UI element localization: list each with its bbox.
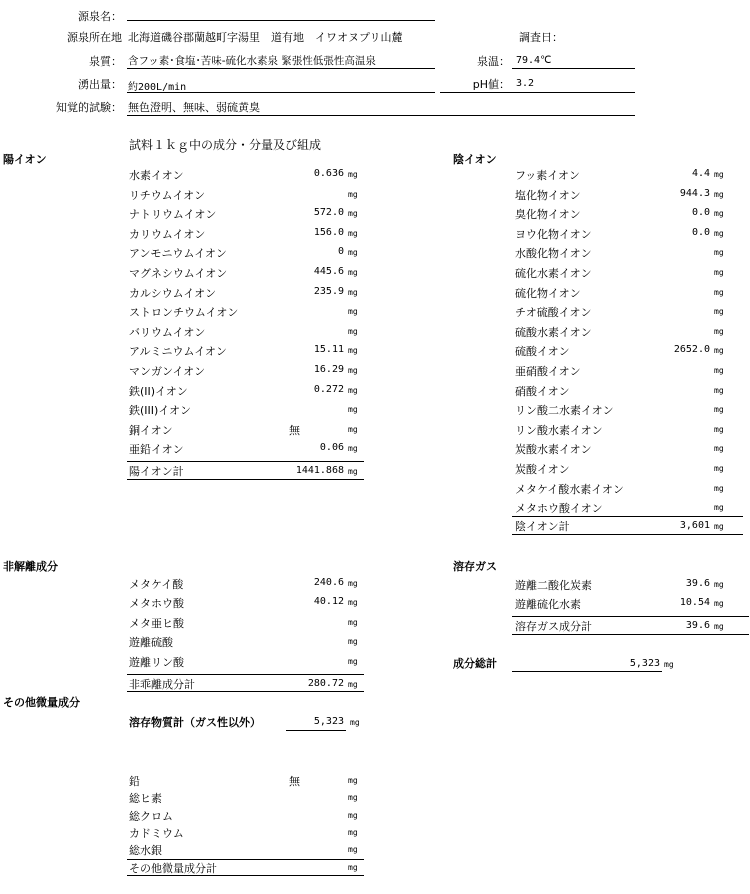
cation-name: バリウムイオン — [129, 325, 206, 339]
trace-unit: mg — [348, 793, 358, 803]
spring-temp-label: 泉温： — [477, 55, 510, 68]
cation-unit: mg — [348, 444, 358, 454]
nonionic-unit: mg — [348, 579, 358, 588]
trace-name: 総ヒ素 — [129, 792, 162, 806]
temp-underline — [512, 68, 635, 69]
nonionic-unit: mg — [348, 656, 358, 666]
cation-unit: mg — [348, 189, 358, 199]
anion-total-value: 3,601 — [679, 520, 710, 531]
anion-name: ヨウ化物イオン — [515, 227, 592, 241]
anion-name: 硫酸水素イオン — [515, 325, 592, 339]
gas-unit: mg — [714, 580, 724, 589]
nonionic-total-label: 非乖離成分計 — [129, 678, 195, 691]
anion-name: メタホウ酸イオン — [515, 502, 603, 516]
cation-unit: mg — [348, 424, 358, 434]
anion-total-rule — [512, 516, 743, 517]
cation-unit: mg — [348, 248, 358, 258]
cation-value: 15.11 — [313, 344, 344, 356]
anion-name: 水酸化物イオン — [515, 247, 592, 261]
anion-name: メタケイ酸水素イオン — [515, 482, 624, 496]
nonionic-unit: mg — [348, 637, 358, 647]
anion-heading: 陰イオン — [453, 153, 497, 166]
cation-name: ストロンチウムイオン — [129, 306, 239, 320]
cation-absent-mark: 無 — [289, 423, 300, 437]
nonionic-value: 40.12 — [313, 596, 344, 608]
cation-name: 水素イオン — [129, 169, 184, 182]
anion-unit: mg — [714, 268, 724, 277]
cation-name: 鉄(II)イオン — [129, 384, 188, 398]
anion-unit: mg — [714, 170, 724, 179]
grand-total-label: 成分総計 — [453, 657, 497, 670]
trace-name: 総水銀 — [129, 844, 162, 858]
nonionic-name: メタホウ酸 — [129, 597, 184, 611]
anion-unit: mg — [714, 307, 724, 317]
anion-unit: mg — [714, 385, 724, 395]
cation-unit: mg — [348, 287, 358, 297]
location-value: 北海道磯谷郡蘭越町字湯里 道有地 イワオヌプリ山麓 — [128, 31, 403, 44]
location-label: 源泉所在地 — [67, 31, 122, 44]
source-name-underline — [127, 20, 435, 21]
trace-name: 総クロム — [129, 809, 173, 823]
cation-total-underline — [127, 479, 364, 480]
sensory-underline — [127, 115, 635, 116]
grand-total-underline — [512, 671, 662, 672]
dissolved-matter-unit: mg — [350, 718, 360, 727]
nonionic-name: メタ亜ヒ酸 — [129, 616, 184, 630]
gas-name: 遊離二酸化炭素 — [515, 579, 592, 592]
anion-unit: mg — [714, 366, 724, 375]
nonionic-total-unit: mg — [348, 680, 358, 689]
anion-unit: mg — [714, 503, 724, 513]
cation-total-unit: mg — [348, 467, 358, 476]
anion-name: 硫化物イオン — [515, 286, 581, 300]
gas-unit: mg — [714, 599, 724, 609]
cation-name: カルシウムイオン — [129, 286, 217, 300]
cation-unit: mg — [348, 170, 358, 179]
cation-heading: 陽イオン — [3, 153, 47, 166]
anion-name: 硫化水素イオン — [515, 267, 592, 280]
cation-total-rule — [127, 461, 364, 462]
cation-unit: mg — [348, 405, 358, 415]
trace-total-label: その他微量成分計 — [129, 862, 217, 875]
anion-name: チオ硫酸イオン — [515, 306, 592, 320]
anion-unit: mg — [714, 346, 724, 356]
cation-unit: mg — [348, 228, 358, 238]
cation-unit: mg — [348, 209, 358, 219]
gas-total-underline — [512, 634, 749, 635]
anion-unit: mg — [714, 189, 724, 199]
trace-unit: mg — [348, 827, 358, 837]
gas-total-rule — [512, 616, 749, 617]
cation-name: 銅イオン — [129, 423, 173, 437]
anion-unit: mg — [714, 209, 724, 219]
anion-unit: mg — [714, 444, 724, 454]
cation-name: 鉄(III)イオン — [129, 404, 191, 418]
nonionic-name: メタケイ酸 — [129, 578, 184, 591]
cation-name: マンガンイオン — [129, 365, 206, 378]
nonionic-name: 遊離リン酸 — [129, 655, 184, 669]
nonionic-value: 240.6 — [313, 577, 344, 588]
gas-value: 39.6 — [685, 578, 710, 589]
cation-unit: mg — [348, 268, 358, 277]
gas-total-label: 溶存ガス成分計 — [515, 620, 592, 633]
cation-name: アルミニウムイオン — [129, 345, 227, 359]
cation-total-label: 陽イオン計 — [129, 465, 184, 478]
anion-unit: mg — [714, 326, 724, 336]
cation-value: 156.0 — [313, 226, 344, 238]
source-name-label: 源泉名： — [78, 10, 122, 23]
anion-unit: mg — [714, 483, 724, 493]
cation-name: カリウムイオン — [129, 227, 206, 241]
anion-name: フッ素イオン — [515, 169, 580, 182]
trace-unit: mg — [348, 810, 358, 820]
cation-unit: mg — [348, 326, 358, 336]
cation-value: 572.0 — [313, 207, 344, 219]
anion-name: 炭酸水素イオン — [515, 443, 592, 457]
grand-total-value: 5,323 — [629, 658, 660, 669]
anion-name: 臭化物イオン — [515, 208, 581, 222]
anion-unit: mg — [714, 464, 724, 473]
cation-value: 235.9 — [313, 285, 344, 297]
cation-value: 0.06 — [319, 442, 344, 454]
anion-total-underline — [512, 534, 743, 535]
ph-value: 3.2 — [516, 78, 535, 89]
sensory-test-label: 知覚的試験： — [56, 101, 122, 114]
anion-unit: mg — [714, 405, 724, 415]
anion-name: 硝酸イオン — [515, 384, 570, 398]
trace-heading: その他微量成分 — [3, 696, 80, 709]
anion-unit: mg — [714, 248, 724, 258]
cation-name: 亜鉛イオン — [129, 443, 184, 457]
trace-absent-mark: 無 — [289, 775, 300, 788]
anion-value: 944.3 — [679, 187, 710, 199]
anion-value: 2652.0 — [673, 344, 710, 356]
anion-name: リン酸二水素イオン — [515, 404, 614, 418]
trace-unit: mg — [348, 776, 358, 785]
nonionic-total-underline — [127, 691, 364, 692]
gas-heading: 溶存ガス — [453, 560, 497, 573]
ph-underline — [440, 92, 635, 93]
flow-rate-label: 湧出量： — [78, 78, 122, 91]
gas-total-unit: mg — [714, 622, 724, 631]
survey-date-label: 調査日： — [519, 31, 563, 44]
trace-total-unit: mg — [348, 863, 358, 872]
quality-underline — [127, 68, 435, 69]
spring-quality-label: 泉質： — [89, 55, 122, 68]
anion-unit: mg — [714, 228, 724, 238]
anion-unit: mg — [714, 287, 724, 297]
anion-name: 亜硝酸イオン — [515, 365, 581, 378]
cation-unit: mg — [348, 346, 358, 356]
nonionic-total-value: 280.72 — [307, 678, 344, 689]
anion-value: 4.4 — [691, 168, 710, 179]
ph-label: pH値： — [472, 78, 510, 91]
cation-value: 0.636 — [313, 168, 344, 179]
spring-quality-value: 含フッ素･食塩･苦味-硫化水素泉 緊張性低張性高温泉 — [128, 55, 376, 67]
grand-total-unit: mg — [664, 660, 674, 669]
anion-name: 硫酸イオン — [515, 345, 570, 359]
dissolved-matter-label: 溶存物質計（ガス性以外） — [129, 716, 261, 729]
cation-total-value: 1441.868 — [295, 465, 344, 476]
trace-total-underline — [127, 875, 364, 876]
anion-value: 0.0 — [691, 207, 710, 219]
anion-unit: mg — [714, 424, 724, 434]
sensory-test-value: 無色澄明、無味、弱硫黄臭 — [128, 101, 260, 114]
anion-total-unit: mg — [714, 522, 724, 531]
gas-value: 10.54 — [679, 597, 710, 609]
cation-unit: mg — [348, 385, 358, 395]
sample-title: 試料１ｋｇ中の成分・分量及び組成 — [129, 138, 322, 152]
spring-temp-value: 79.4℃ — [516, 55, 552, 66]
trace-unit: mg — [348, 845, 358, 855]
trace-name: 鉛 — [129, 775, 140, 788]
cation-value: 445.6 — [313, 266, 344, 277]
nonionic-heading: 非解離成分 — [3, 560, 58, 573]
trace-name: カドミウム — [129, 826, 184, 840]
cation-unit: mg — [348, 366, 358, 375]
anion-name: 塩化物イオン — [515, 188, 581, 202]
anion-total-label: 陰イオン計 — [515, 520, 570, 533]
flow-underline — [127, 92, 435, 93]
gas-name: 遊離硫化水素 — [515, 598, 581, 612]
nonionic-unit: mg — [348, 617, 358, 627]
nonionic-unit: mg — [348, 598, 358, 608]
cation-name: マグネシウムイオン — [129, 267, 228, 280]
cation-value: 0.272 — [313, 383, 344, 395]
dissolved-matter-underline — [286, 730, 346, 731]
dissolved-matter-value: 5,323 — [313, 716, 344, 727]
flow-rate-value: 約200L/min — [128, 82, 187, 93]
cation-unit: mg — [348, 307, 358, 317]
cation-value: 16.29 — [313, 364, 344, 375]
cation-name: ナトリウムイオン — [129, 208, 217, 222]
anion-name: 炭酸イオン — [515, 463, 570, 476]
anion-name: リン酸水素イオン — [515, 423, 603, 437]
anion-value: 0.0 — [691, 226, 710, 238]
nonionic-name: 遊離硫酸 — [129, 636, 173, 650]
cation-name: リチウムイオン — [129, 188, 206, 202]
cation-value: 0 — [337, 246, 344, 258]
gas-total-value: 39.6 — [685, 620, 710, 631]
nonionic-total-rule — [127, 674, 364, 675]
cation-name: アンモニウムイオン — [129, 247, 227, 261]
